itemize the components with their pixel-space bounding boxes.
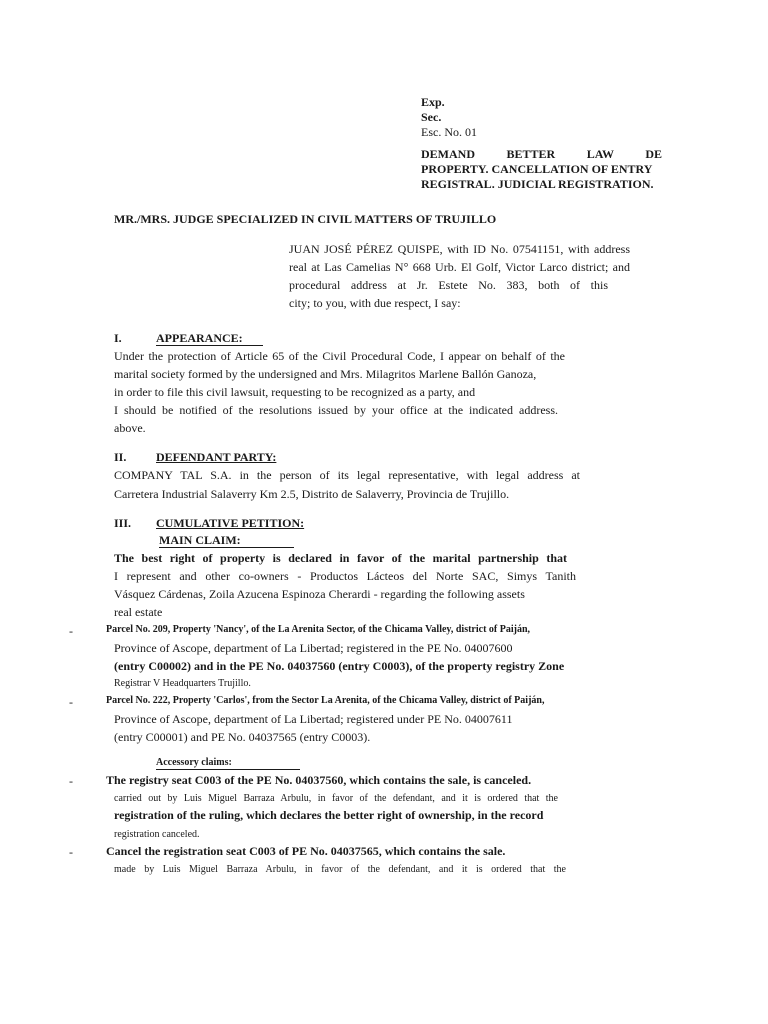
accessory-1-line-3: registration of the ruling, which declares the better right of ownership, in the record: [114, 808, 544, 822]
section-1-number: I.: [114, 331, 122, 345]
section-2-number: II.: [114, 450, 127, 464]
intro-line-4: city; to you, with due respect, I say:: [289, 296, 461, 310]
parcel-2-line-1: Parcel No. 222, Property 'Carlos', from the Sector La Arenita, of the Chicama Valley, district of Paiján,: [106, 695, 545, 706]
bullet-dash: -: [69, 845, 73, 859]
subject-line-1: DEMAND BETTER LAW DE: [421, 147, 662, 161]
parcel-2-line-2: Province of Ascope, department of La Libertad; registered under PE No. 04007611: [114, 712, 513, 726]
defendant-line-2: Carretera Industrial Salaverry Km 2.5, Distrito de Salaverry, Provincia de Trujillo.: [114, 487, 510, 501]
section-3-number: III.: [114, 516, 132, 530]
accessory-2-line-2: made by Luis Miguel Barraza Arbulu, in favor of the defendant, and it is ordered that the: [114, 864, 566, 875]
accessory-claims-title: Accessory claims:: [156, 757, 300, 770]
sec-label: Sec.: [421, 110, 442, 124]
section-2-title: DEFENDANT PARTY:: [156, 450, 277, 464]
accessory-1-line-4: registration canceled.: [114, 829, 200, 840]
parcel-2-line-3: (entry C00001) and PE No. 04037565 (entry C0003).: [114, 730, 371, 744]
section-3-title: CUMULATIVE PETITION:: [156, 516, 305, 530]
bullet-dash: -: [69, 774, 73, 788]
subject-line-2: PROPERTY. CANCELLATION OF ENTRY: [421, 162, 653, 176]
appearance-line-4: I should be notified of the resolutions issued by your office at the indicated address.: [114, 403, 558, 417]
accessory-1-line-2: carried out by Luis Miguel Barraza Arbulu, in favor of the defendant, and it is ordered that the: [114, 793, 558, 804]
bullet-dash: -: [69, 624, 73, 638]
intro-line-2: real at Las Camelias N° 668 Urb. El Golf, Victor Larco district; and: [289, 260, 630, 274]
defendant-line-1: COMPANY TAL S.A. in the person of its legal representative, with legal address at: [114, 468, 580, 482]
intro-line-1: JUAN JOSÉ PÉREZ QUISPE, with ID No. 07541151, with address: [289, 242, 630, 256]
main-claim-title: MAIN CLAIM:: [159, 533, 294, 548]
parcel-1-line-1: Parcel No. 209, Property 'Nancy', of the La Arenita Sector, of the Chicama Valley, district of Paiján,: [106, 624, 531, 635]
intro-line-3: procedural address at Jr. Estete No. 383, both of this: [289, 278, 608, 292]
parcel-1-line-3: (entry C00002) and in the PE No. 04037560 (entry C0003), of the property registry Zone: [114, 659, 565, 673]
main-claim-line-3: Vásquez Cárdenas, Zoila Azucena Espinoza Cherardi - regarding the following assets: [114, 587, 525, 601]
main-claim-line-2: I represent and other co-owners - Productos Lácteos del Norte SAC, Simys Tanith: [114, 569, 576, 583]
main-claim-line-1: The best right of property is declared in favor of the marital partnership that: [114, 551, 567, 565]
appearance-line-2: marital society formed by the undersigned and Mrs. Milagritos Marlene Ballón Ganoza,: [114, 367, 537, 381]
bullet-dash: -: [69, 695, 73, 709]
accessory-2-line-1: Cancel the registration seat C003 of PE No. 04037565, which contains the sale.: [106, 844, 506, 858]
appearance-line-3: in order to file this civil lawsuit, requesting to be recognized as a party, and: [114, 385, 476, 399]
parcel-1-line-4: Registrar V Headquarters Trujillo.: [114, 678, 251, 689]
parcel-1-line-2: Province of Ascope, department of La Libertad; registered in the PE No. 04007600: [114, 641, 513, 655]
esc-number: Esc. No. 01: [421, 125, 477, 139]
accessory-1-line-1: The registry seat C003 of the PE No. 04037560, which contains the sale, is canceled.: [106, 773, 532, 787]
addressee: MR./MRS. JUDGE SPECIALIZED IN CIVIL MATTERS OF TRUJILLO: [114, 212, 497, 226]
exp-label: Exp.: [421, 95, 445, 109]
section-1-title: APPEARANCE:: [156, 331, 263, 346]
subject-line-3: REGISTRAL. JUDICIAL REGISTRATION.: [421, 177, 654, 191]
main-claim-line-4: real estate: [114, 605, 163, 619]
appearance-line-5: above.: [114, 421, 146, 435]
appearance-line-1: Under the protection of Article 65 of the Civil Procedural Code, I appear on behalf of the: [114, 349, 565, 363]
